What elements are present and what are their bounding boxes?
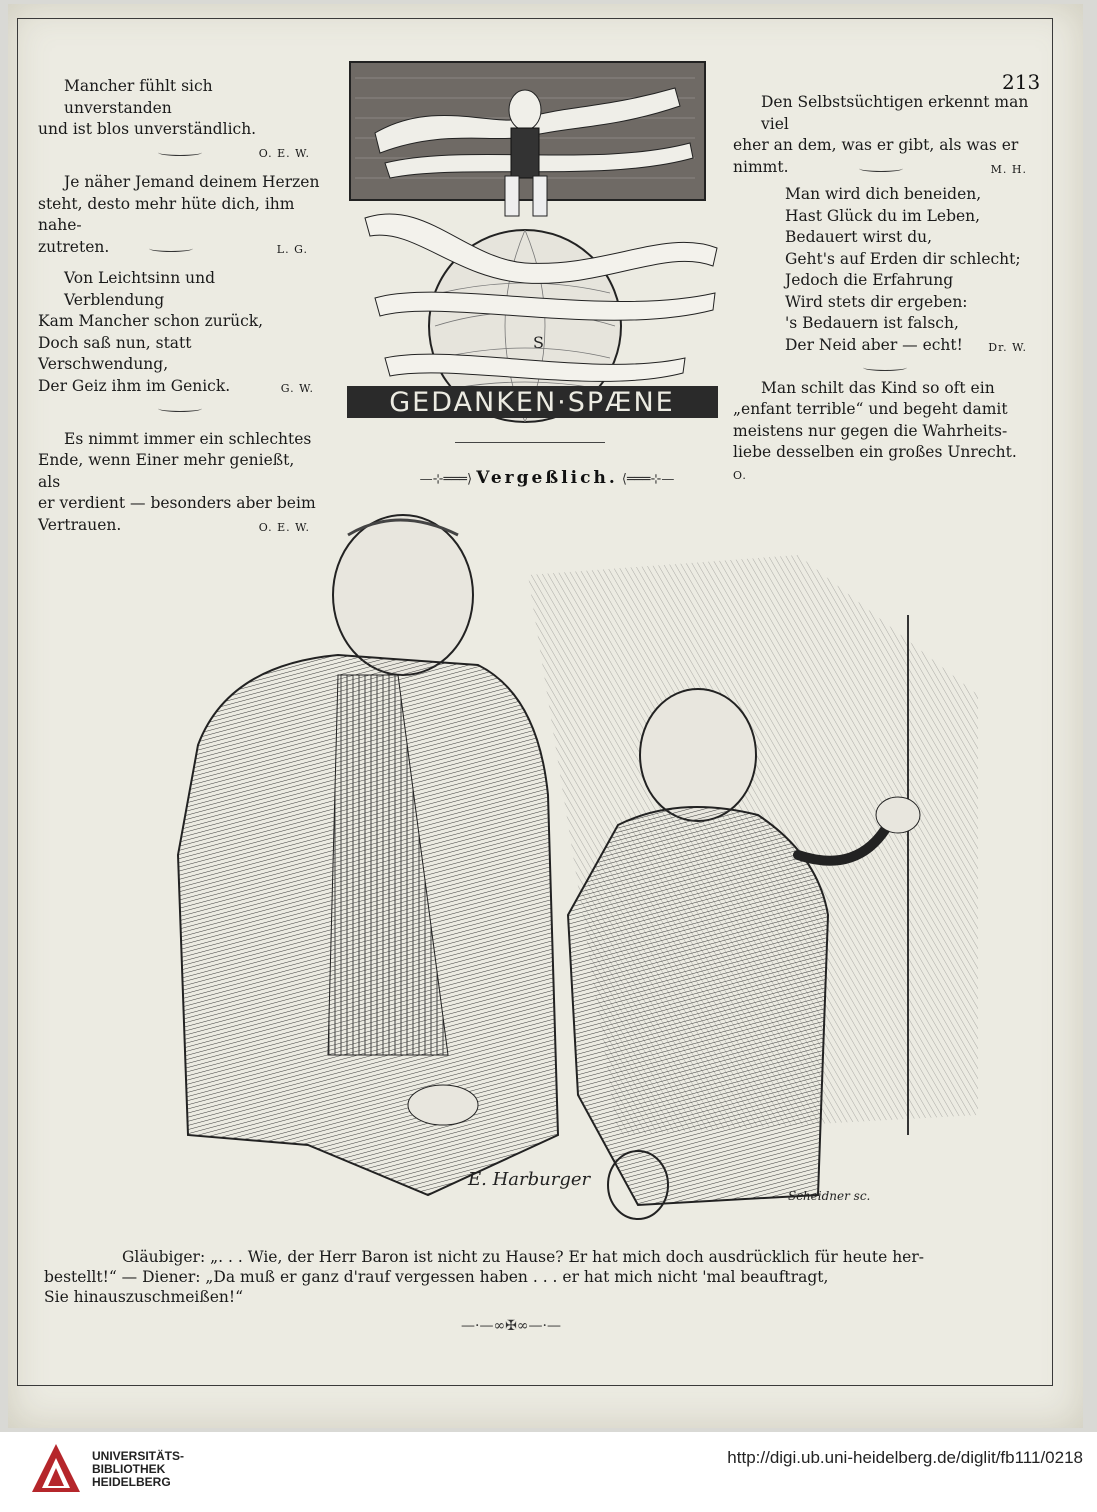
poem-line: Wird stets dir ergeben: (785, 292, 968, 311)
text-line: meistens nur gegen die Wahrheits- (733, 421, 1008, 440)
artist-signature: E. Harburger (468, 1169, 591, 1190)
swash-divider (158, 405, 202, 412)
servant-hand (876, 797, 920, 833)
text-line: Den Selbstsüchtigen erkennt man viel (761, 93, 1029, 133)
divider-rule (455, 442, 605, 443)
caption-line: bestellt!“ — Diener: „Da muß er ganz d'rauf vergessen haben . . . er hat mich nicht 'mal beauftragt, (44, 1268, 829, 1286)
globe-banner-illustration (345, 58, 720, 428)
text-line: Von Leichtsinn und Verblendung (64, 269, 216, 309)
poem-line: Hast Glück du im Leben, (785, 206, 981, 225)
page-number: 213 (1002, 70, 1041, 94)
text-line: Je näher Jemand deinem Herzen (64, 173, 320, 191)
source-url-link[interactable]: http://digi.ub.uni-heidelberg.de/diglit/fb111/0218 (727, 1448, 1083, 1467)
signature: G. W. (280, 381, 314, 395)
text-line: Vertrauen. (38, 515, 122, 534)
text-line: Der Geiz ihm im Genick. (38, 376, 231, 395)
institution-name (92, 1450, 184, 1489)
cartoon-title: Vergeßlich. (476, 468, 618, 488)
poem-line: 's Bedauern ist falsch, (785, 314, 959, 332)
signature: O. E. W. (258, 520, 310, 534)
creditor-head (333, 515, 473, 675)
caption-line: Sie hinauszuschmeißen!“ (44, 1288, 244, 1306)
engraving-two-men (98, 495, 978, 1230)
institution-line: UNIVERSITÄTS- (92, 1449, 185, 1463)
svg-text:S: S (533, 333, 544, 352)
end-ornament: —·—∞✠∞—·— (461, 1318, 561, 1334)
poem-line: Geht's auf Erden dir schlecht; (785, 249, 1021, 268)
text-line: Doch saß nun, statt Verschwendung, (38, 333, 192, 373)
creditor-figure (178, 515, 558, 1195)
servant-head (640, 689, 756, 821)
text-line: und ist blos unverständlich. (38, 120, 257, 138)
institution-line: HEIDELBERG (92, 1475, 171, 1489)
poem-line: Der Neid aber — echt! (785, 335, 963, 354)
poem-line: Jedoch die Erfahrung (785, 271, 954, 289)
ornament-right: ⟨═══⊹— (617, 472, 675, 487)
text-line: steht, desto mehr hüte dich, ihm nahe- (38, 194, 295, 234)
text-line: Man schilt das Kind so oft ein (761, 378, 995, 397)
text-line: „enfant terrible“ und begeht damit (733, 400, 1008, 418)
creditor-hand (408, 1085, 478, 1125)
engraver-signature: Scheidner sc. (788, 1189, 871, 1203)
left-column (38, 76, 320, 538)
poem-line: Man wird dich beneiden, (785, 185, 982, 203)
header-title: GEDANKEN·SPÆNE (389, 387, 675, 418)
signature: O. E. W. (258, 146, 310, 160)
cartoon-illustration (98, 495, 978, 1230)
text-line: zutreten. (38, 237, 110, 256)
text-line: liebe desselben ein großes Unrecht. (733, 443, 1017, 461)
ornament-left: —⊹═══⟩ (419, 472, 477, 487)
poem-line: Bedauert wirst du, (785, 228, 933, 246)
text-line: eher an dem, was er gibt, als was er (733, 136, 1019, 154)
swash-divider (859, 165, 903, 172)
text-line: nimmt. (733, 157, 789, 176)
text-line: er verdient — besonders aber beim (38, 494, 316, 512)
swash-divider (158, 149, 202, 156)
poem (733, 184, 1033, 356)
cartoon-title-row (392, 468, 702, 488)
swash-divider (149, 245, 193, 252)
aphorism (733, 92, 1033, 178)
header-illustration (345, 58, 720, 428)
caption-line: Gläubiger: „. . . Wie, der Herr Baron ist nicht zu Hause? Er hat mich doch ausdrücklich für heute her- (122, 1248, 925, 1266)
signature: O. (733, 468, 747, 482)
signature: Dr. W. (988, 340, 1027, 354)
aphorism (38, 172, 320, 258)
text-line: Ende, wenn Einer mehr genießt, als (38, 451, 295, 491)
swash-divider (863, 364, 907, 371)
signature: L. G. (276, 242, 308, 256)
right-column (733, 92, 1033, 486)
text-line: Kam Mancher schon zurück, (38, 312, 264, 330)
aphorism (38, 76, 320, 162)
text-line: Es nimmt immer ein schlechtes (64, 429, 312, 448)
university-library-logo (30, 1442, 82, 1494)
aphorism (733, 378, 1033, 487)
institution-line: BIBLIOTHEK (92, 1462, 166, 1476)
text-line: Mancher fühlt sich unverstanden (64, 77, 213, 117)
servant-coat (568, 807, 828, 1205)
aphorism (38, 268, 320, 419)
signature: M. H. (990, 162, 1027, 176)
cartoon-caption (44, 1247, 984, 1307)
